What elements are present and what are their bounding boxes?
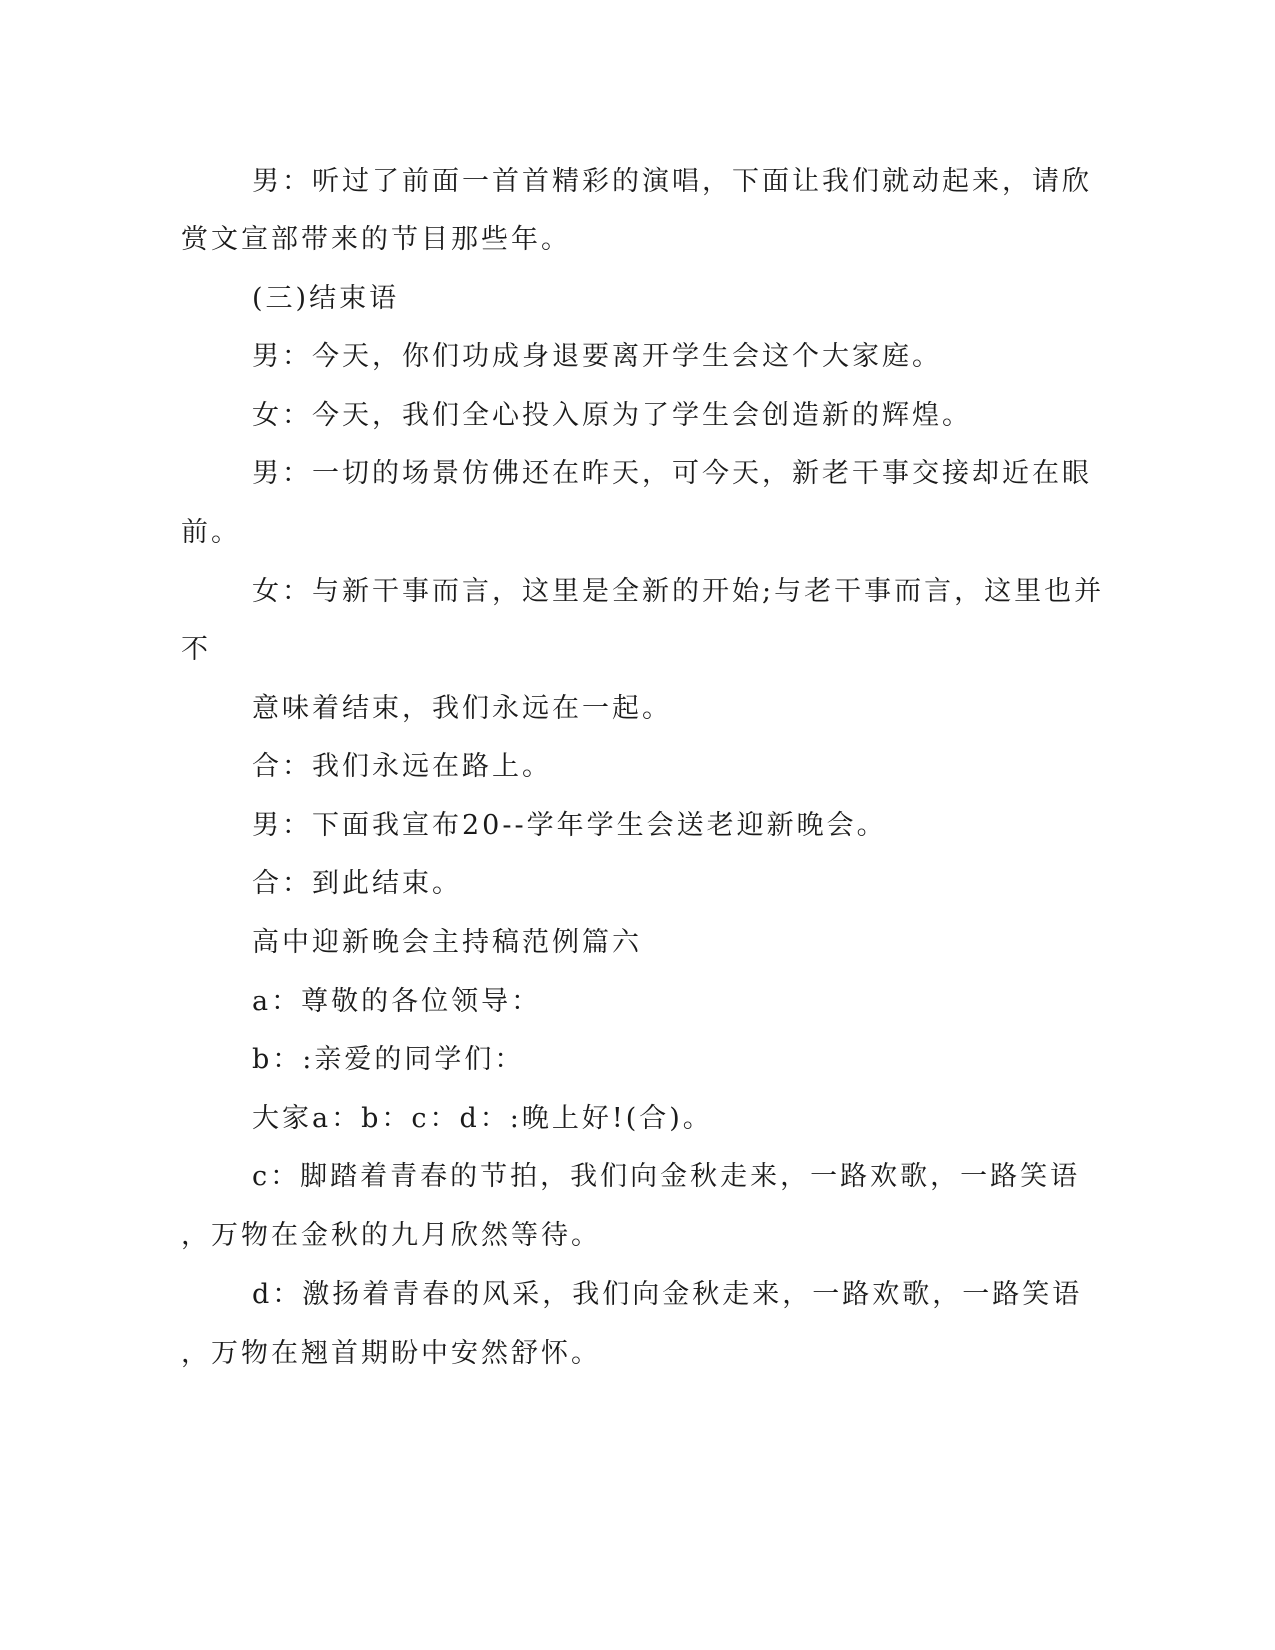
text-line: 女：今天，我们全心投入原为了学生会创造新的辉煌。: [252, 400, 972, 431]
text-line: b：:亲爱的同学们：: [252, 1044, 525, 1075]
text-line: c：脚踏着青春的节拍，我们向金秋走来，一路欢歌，一路笑语: [252, 1161, 1081, 1192]
text-line: 合：到此结束。: [252, 868, 462, 899]
text-line: 男：下面我宣布20--学年学生会送老迎新晚会。: [252, 810, 887, 841]
text-line: a：尊敬的各位领导：: [252, 986, 542, 1017]
text-line: 赏文宣部带来的节目那些年。: [181, 224, 571, 255]
text-line: 合：我们永远在路上。: [252, 751, 552, 782]
section-heading: (三)结束语: [252, 283, 400, 314]
text-line: 大家a：b：c：d：:晚上好!(合)。: [252, 1103, 713, 1134]
text-line: ，万物在翘首期盼中安然舒怀。: [181, 1338, 601, 1369]
text-line: d：激扬着青春的风采，我们向金秋走来，一路欢歌，一路笑语: [252, 1279, 1083, 1310]
text-line: 女：与新干事而言，这里是全新的开始;与老干事而言，这里也并: [252, 576, 1105, 607]
text-line: 男：听过了前面一首首精彩的演唱，下面让我们就动起来，请欣: [252, 166, 1092, 197]
text-line: 意味着结束，我们永远在一起。: [252, 693, 672, 724]
text-line: ，万物在金秋的九月欣然等待。: [181, 1220, 601, 1251]
text-line: 男：一切的场景仿佛还在昨天，可今天，新老干事交接却近在眼: [252, 458, 1092, 489]
text-line: 前。: [181, 517, 241, 548]
section-heading: 高中迎新晚会主持稿范例篇六: [252, 927, 642, 958]
text-line: 不: [181, 634, 211, 665]
text-line: 男：今天，你们功成身退要离开学生会这个大家庭。: [252, 341, 942, 372]
